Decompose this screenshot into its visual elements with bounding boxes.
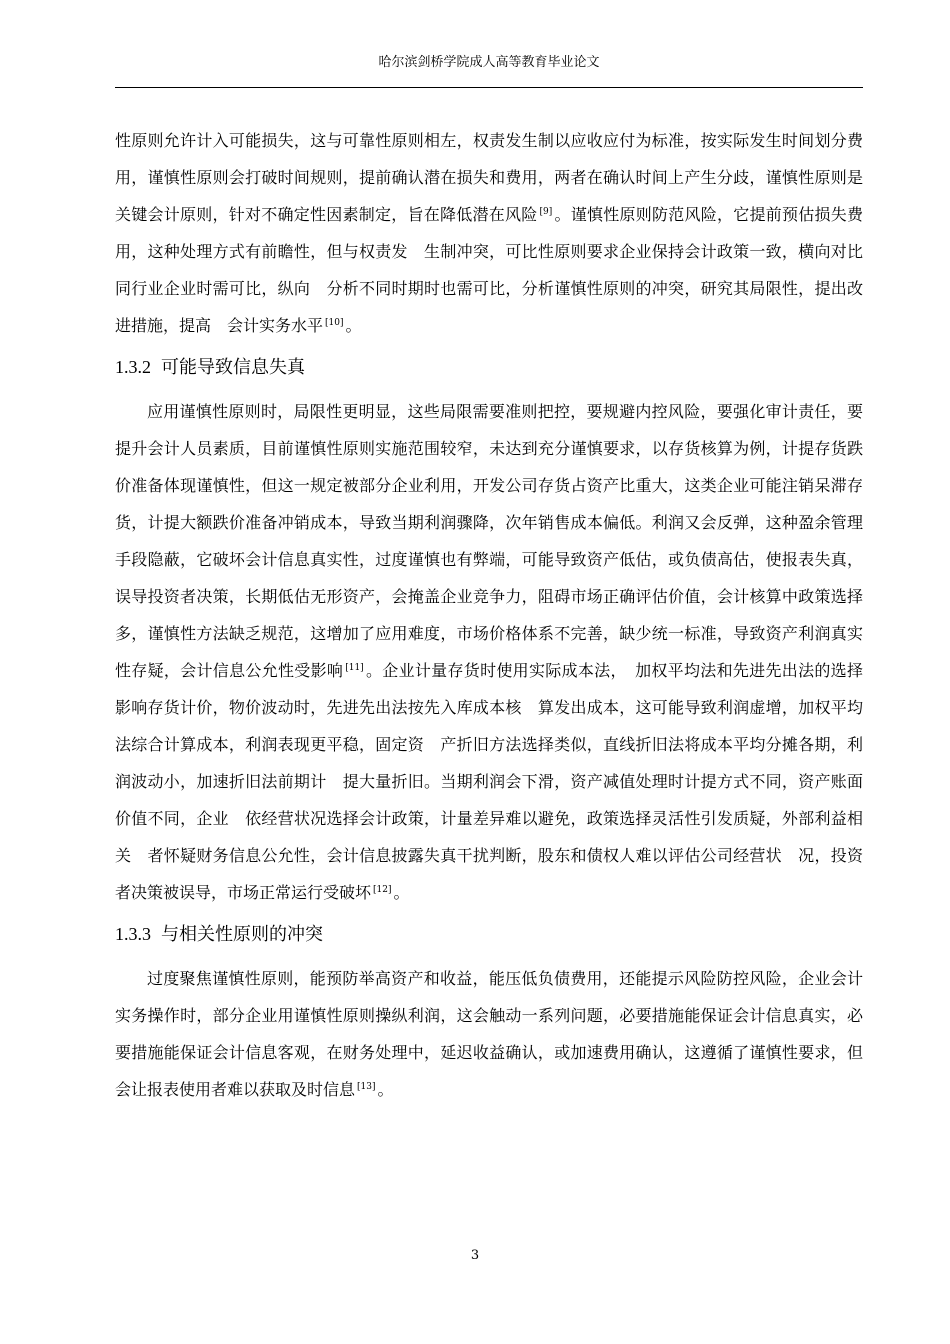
page-number xyxy=(0,1248,950,1263)
page-header xyxy=(115,52,863,74)
section-heading-1-3-3 xyxy=(115,919,863,950)
section-title: 与相关性原则的冲突 xyxy=(161,924,323,945)
citation-13: [13] xyxy=(357,1081,376,1092)
section-number: 1.3.2 xyxy=(115,357,151,377)
citation-12: [12] xyxy=(373,884,392,895)
paragraph-text: 过度聚焦谨慎性原则，能预防举高资产和收益，能压低负债费用，还能提示风险防控风险，企业会计实务操作时，部分企业用谨慎性原则操纵利润，这会触动一系列问题，必要措施能保证会计信息真实，必要措施能保证会计信息客观，在财务处理中，延迟收益确认，或加速费用确认，这遵循了谨慎性要求，但会让报表使用者难以获取及时信息 xyxy=(115,969,863,1099)
paragraph-text: 。 xyxy=(393,883,410,902)
paragraph-text: 。 xyxy=(377,1080,394,1099)
paragraph-text: 性原则允许计入可能损失，这与可靠性原则相左，权责发生制以应收应付为标准，按实际发生时间划分费用，谨慎性原则会打破时间规则，提前确认潜在损失和费用，两者在确认时间上产生分歧，谨慎性原则是关键会计原则，针对不确定性因素制定，旨在降低潜在风险 xyxy=(115,131,863,224)
header-rule xyxy=(115,87,863,88)
page-number-text: 3 xyxy=(470,1248,480,1263)
paragraph-text: 。 xyxy=(345,316,362,335)
paragraph-text: 。企业计量存货时使用实际成本法， 加权平均法和先进先出法的选择影响存货计价，物价波动时，先进先出法按先入库成本核 算发出成本，这可能导致利润虚增，加权平均法综合计算成本，利润表现更平稳，固定资 产折旧方法选择类似，直线折旧法将成本平均分摊各期，利润波动小，加速折旧法前期计 提大量折旧。当期利润会下滑，资产减值处理时计提方式不同，资产账面价值不同，企业 依经营状况选择会计政策，计量差异难以避免，政策选择灵活性引发质疑，外部利益相关 者怀疑财务信息公允性，会计信息披露失真干扰判断，股东和债权人难以评估公司经营状 况，投资者决策被误导，市场正常运行受破坏 xyxy=(115,661,863,902)
header-title: 哈尔滨剑桥学院成人高等教育毕业论文 xyxy=(378,55,600,70)
section-heading-1-3-2 xyxy=(115,352,863,383)
citation-10: [10] xyxy=(325,317,344,328)
paragraph-continuation xyxy=(115,122,863,344)
paragraph-text: 应用谨慎性原则时，局限性更明显，这些局限需要准则把控，要规避内控风险，要强化审计责任，要提升会计人员素质，目前谨慎性原则实施范围较窄，未达到充分谨慎要求，以存货核算为例，计提存货跌价准备体现谨慎性，但这一规定被部分企业利用，开发公司存货占资产比重大，这类企业可能注销呆滞存货，计提大额跌价准备冲销成本，导致当期利润骤降，次年销售成本偏低。利润又会反弹，这种盈余管理手段隐蔽，它破坏会计信息真实性，过度谨慎也有弊端，可能导致资产低估，或负债高估，使报表失真，误导投资者决策，长期低估无形资产，会掩盖企业竞争力，阻碍市场正确评估价值，会计核算中政策选择多，谨慎性方法缺乏规范，这增加了应用难度，市场价格体系不完善，缺少统一标准，导致资产利润真实性存疑，会计信息公允性受影响 xyxy=(115,402,863,680)
citation-9: [9] xyxy=(539,206,553,217)
section-number: 1.3.3 xyxy=(115,924,151,944)
citation-11: [11] xyxy=(345,662,364,673)
paragraph xyxy=(115,960,863,1108)
main-content xyxy=(115,122,863,1108)
paragraph-text: 。谨慎性原则防范风险，它提前预估损失费用，这种处理方式有前瞻性，但与权责发 生制冲突，可比性原则要求企业保持会计政策一致，横向对比同行业企业时需可比，纵向 分析不同时期时也需可比，分析谨慎性原则的冲突，研究其局限性，提出改进措施，提高 会计实务水平 xyxy=(115,205,863,335)
paragraph xyxy=(115,393,863,911)
section-title: 可能导致信息失真 xyxy=(161,357,305,378)
